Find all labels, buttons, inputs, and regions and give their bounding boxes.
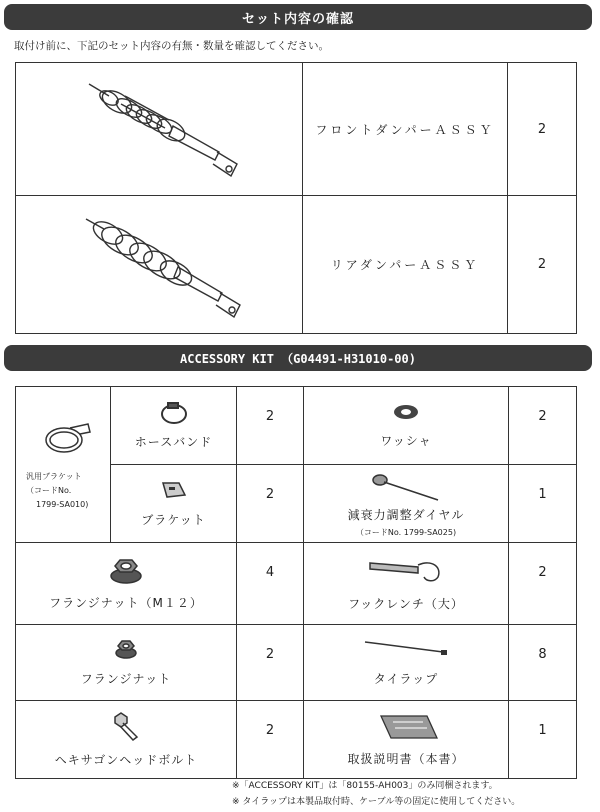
flange-nut-m12-icon <box>109 556 143 586</box>
accessory-kit-title: ACCESSORY KIT （G04491-H31010-00) <box>180 351 416 366</box>
hose-band-icon <box>158 401 190 427</box>
rear-damper-qty: 2 <box>508 196 577 334</box>
damping-dial-icon <box>366 470 446 504</box>
note-tie-wrap: ※ タイラップは本製品取付時、ケーブル等の固定に使用してください。 <box>232 797 521 807</box>
front-damper-label: フロントダンパーＡＳＳＹ <box>315 122 495 137</box>
front-damper-image-cell <box>16 63 303 196</box>
intro-text: 取付け前に、下記のセット内容の有無・数量を確認してください。 <box>14 40 329 52</box>
flange-nut-qty: 2 <box>237 625 304 701</box>
rear-damper-label-cell <box>303 196 508 334</box>
hose-band-label: ホースバンド <box>134 435 213 449</box>
washer-icon <box>391 402 421 422</box>
hose-band-cell <box>111 387 237 465</box>
damper-table <box>15 62 577 334</box>
set-contents-banner <box>4 4 592 30</box>
rear-damper-label: リアダンパーＡＳＳＹ <box>330 258 480 272</box>
hex-bolt-cell <box>16 701 237 779</box>
rear-damper-image <box>64 205 254 325</box>
tie-wrap-icon <box>361 638 451 658</box>
manual-cell <box>304 701 509 779</box>
washer-label: ワッシャ <box>380 434 432 448</box>
notes <box>232 778 520 810</box>
manual-icon <box>371 712 441 742</box>
flange-nut-m12-label: フランジナット（M１２） <box>49 596 203 610</box>
table-row <box>16 196 577 334</box>
hex-bolt-icon <box>111 711 141 741</box>
bracket-group-line3: 1799-SA010) <box>36 499 89 509</box>
bracket-qty: 2 <box>237 465 304 543</box>
front-damper-label-cell <box>303 63 508 196</box>
flange-nut-cell <box>16 625 237 701</box>
bracket-group-cell <box>16 387 111 543</box>
manual-label: 取扱説明書（本書） <box>347 752 465 766</box>
dial-qty: 1 <box>509 465 577 543</box>
hex-bolt-qty: 2 <box>237 701 304 779</box>
flange-nut-label: フランジナット <box>80 672 172 686</box>
bracket-label: ブラケット <box>141 513 206 527</box>
table-row <box>16 701 577 779</box>
manual-qty: 1 <box>509 701 577 779</box>
note-accessory-kit: ※「ACCESSORY KIT」は「80155-AH003」のみ同梱されます。 <box>232 781 498 791</box>
table-row <box>16 63 577 196</box>
dial-label: 減衰力調整ダイヤル <box>347 507 465 522</box>
bracket-group-line1: 汎用ブラケット <box>26 471 82 481</box>
washer-qty: 2 <box>509 387 577 465</box>
bracket-cell <box>111 465 237 543</box>
washer-cell <box>304 387 509 465</box>
bracket-group-line2: （コードNo. <box>26 485 72 495</box>
hook-wrench-cell <box>304 543 509 625</box>
bracket-icon <box>159 479 189 501</box>
table-row <box>16 625 577 701</box>
rear-damper-image-cell <box>16 196 303 334</box>
table-row <box>16 543 577 625</box>
table-row <box>16 387 577 465</box>
hook-wrench-label: フックレンチ（大） <box>348 597 464 611</box>
hex-bolt-label: ヘキサゴンヘッドボルト <box>54 753 198 767</box>
flange-nut-icon <box>114 638 138 660</box>
flange-nut-m12-cell <box>16 543 237 625</box>
tie-wrap-cell <box>304 625 509 701</box>
accessory-kit-banner <box>4 345 592 371</box>
tie-wrap-label: タイラップ <box>373 672 439 686</box>
set-contents-title: セット内容の確認 <box>241 11 354 27</box>
accessory-table <box>15 386 577 779</box>
dial-code: （コードNo. 1799-SA025) <box>355 527 457 537</box>
flange-nut-m12-qty: 4 <box>237 543 304 625</box>
hook-wrench-qty: 2 <box>509 543 577 625</box>
tie-wrap-qty: 8 <box>509 625 577 701</box>
bracket-set-icon <box>40 418 96 458</box>
hook-wrench-icon <box>366 555 446 585</box>
front-damper-image <box>69 74 249 184</box>
front-damper-qty: 2 <box>508 63 577 196</box>
dial-cell <box>304 465 509 543</box>
hose-band-qty: 2 <box>237 387 304 465</box>
